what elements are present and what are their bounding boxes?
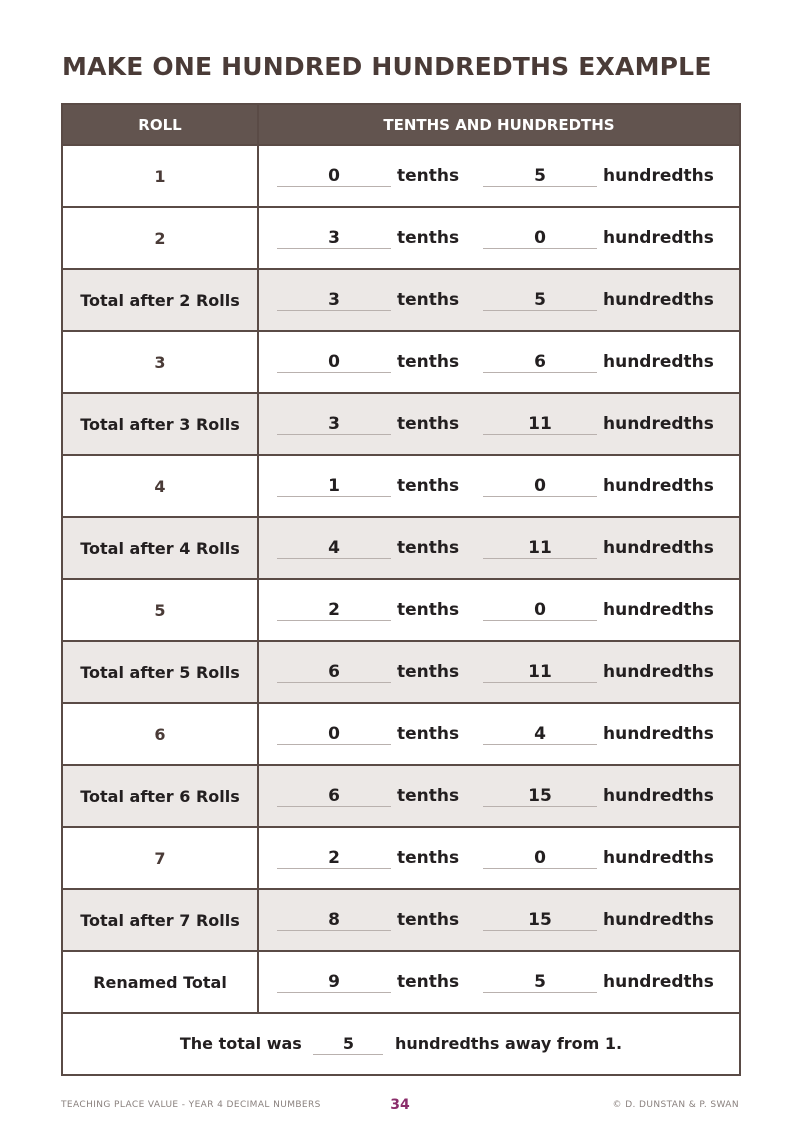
hundredths-unit: hundredths xyxy=(603,352,714,372)
summary-cell xyxy=(62,1013,740,1075)
roll-row xyxy=(62,951,740,1013)
roll-row xyxy=(62,207,740,269)
summary-suffix: hundredths away from 1. xyxy=(394,1033,623,1053)
values-cell xyxy=(258,641,740,703)
hundredths-value: 0 xyxy=(483,228,597,249)
tenths-value: 9 xyxy=(277,972,391,993)
footer-left: TEACHING PLACE VALUE - YEAR 4 DECIMAL NUMBERS xyxy=(61,1100,321,1110)
total-row xyxy=(62,393,740,455)
tenths-value: 1 xyxy=(277,476,391,497)
roll-label: Total after 5 Rolls xyxy=(62,641,258,703)
tenths-value: 3 xyxy=(277,290,391,311)
summary-row xyxy=(62,1013,740,1075)
values-cell xyxy=(258,207,740,269)
hundredths-unit: hundredths xyxy=(603,972,714,992)
tenths-unit: tenths xyxy=(397,972,460,992)
table-header-row xyxy=(62,104,740,145)
total-row xyxy=(62,765,740,827)
tenths-unit: tenths xyxy=(397,662,460,682)
roll-label: 6 xyxy=(62,703,258,765)
hundredths-unit: hundredths xyxy=(603,166,714,186)
hundredths-value: 11 xyxy=(483,414,597,435)
tenths-unit: tenths xyxy=(397,352,460,372)
values-cell xyxy=(258,393,740,455)
hundredths-value: 5 xyxy=(483,290,597,311)
hundredths-value: 15 xyxy=(483,786,597,807)
tenths-value: 0 xyxy=(277,352,391,373)
roll-label: Total after 3 Rolls xyxy=(62,393,258,455)
summary-value: 5 xyxy=(313,1034,383,1055)
values-cell xyxy=(258,269,740,331)
tenths-value: 3 xyxy=(277,414,391,435)
tenths-value: 8 xyxy=(277,910,391,931)
hundredths-unit: hundredths xyxy=(603,662,714,682)
tenths-unit: tenths xyxy=(397,786,460,806)
roll-label: 1 xyxy=(62,145,258,207)
hundredths-unit: hundredths xyxy=(603,848,714,868)
tenths-value: 4 xyxy=(277,538,391,559)
tenths-unit: tenths xyxy=(397,848,460,868)
hundredths-unit: hundredths xyxy=(603,910,714,930)
tenths-value: 6 xyxy=(277,662,391,683)
hundredths-unit: hundredths xyxy=(603,414,714,434)
hundredths-value: 0 xyxy=(483,600,597,621)
hundredths-unit: hundredths xyxy=(603,600,714,620)
values-cell xyxy=(258,331,740,393)
roll-label: Renamed Total xyxy=(62,951,258,1013)
values-cell xyxy=(258,765,740,827)
values-cell xyxy=(258,145,740,207)
roll-label: Total after 6 Rolls xyxy=(62,765,258,827)
roll-row xyxy=(62,331,740,393)
tenths-unit: tenths xyxy=(397,724,460,744)
tenths-unit: tenths xyxy=(397,600,460,620)
hundredths-value: 6 xyxy=(483,352,597,373)
hundredths-value: 4 xyxy=(483,724,597,745)
hundredths-value: 5 xyxy=(483,972,597,993)
hundredths-unit: hundredths xyxy=(603,786,714,806)
total-row xyxy=(62,517,740,579)
page-number: 34 xyxy=(390,1097,410,1113)
page-title: MAKE ONE HUNDRED HUNDREDTHS EXAMPLE xyxy=(62,52,712,81)
tenths-value: 6 xyxy=(277,786,391,807)
tenths-value: 2 xyxy=(277,600,391,621)
values-cell xyxy=(258,951,740,1013)
header-tenths-hundredths: TENTHS AND HUNDREDTHS xyxy=(258,104,740,145)
summary-prefix: The total was xyxy=(179,1033,302,1053)
values-cell xyxy=(258,889,740,951)
hundredths-value: 15 xyxy=(483,910,597,931)
hundredths-unit: hundredths xyxy=(603,476,714,496)
values-cell xyxy=(258,455,740,517)
roll-row xyxy=(62,455,740,517)
total-row xyxy=(62,889,740,951)
tenths-value: 2 xyxy=(277,848,391,869)
tenths-value: 3 xyxy=(277,228,391,249)
roll-label: 4 xyxy=(62,455,258,517)
hundredths-unit: hundredths xyxy=(603,724,714,744)
rolls-table xyxy=(61,103,741,1076)
table-body xyxy=(62,145,740,1013)
tenths-unit: tenths xyxy=(397,228,460,248)
hundredths-value: 11 xyxy=(483,662,597,683)
roll-row xyxy=(62,827,740,889)
roll-label: Total after 2 Rolls xyxy=(62,269,258,331)
roll-label: Total after 7 Rolls xyxy=(62,889,258,951)
values-cell xyxy=(258,703,740,765)
tenths-unit: tenths xyxy=(397,538,460,558)
total-row xyxy=(62,641,740,703)
tenths-value: 0 xyxy=(277,724,391,745)
hundredths-unit: hundredths xyxy=(603,538,714,558)
hundredths-unit: hundredths xyxy=(603,290,714,310)
tenths-unit: tenths xyxy=(397,290,460,310)
tenths-unit: tenths xyxy=(397,414,460,434)
values-cell xyxy=(258,579,740,641)
values-cell xyxy=(258,827,740,889)
hundredths-value: 0 xyxy=(483,476,597,497)
roll-row xyxy=(62,145,740,207)
roll-label: Total after 4 Rolls xyxy=(62,517,258,579)
footer-right: © D. DUNSTAN & P. SWAN xyxy=(612,1100,739,1110)
hundredths-value: 11 xyxy=(483,538,597,559)
header-roll: ROLL xyxy=(62,104,258,145)
values-cell xyxy=(258,517,740,579)
tenths-unit: tenths xyxy=(397,166,460,186)
total-row xyxy=(62,269,740,331)
roll-label: 3 xyxy=(62,331,258,393)
hundredths-unit: hundredths xyxy=(603,228,714,248)
tenths-unit: tenths xyxy=(397,910,460,930)
roll-label: 2 xyxy=(62,207,258,269)
tenths-unit: tenths xyxy=(397,476,460,496)
roll-label: 7 xyxy=(62,827,258,889)
hundredths-value: 5 xyxy=(483,166,597,187)
roll-row xyxy=(62,579,740,641)
roll-label: 5 xyxy=(62,579,258,641)
tenths-value: 0 xyxy=(277,166,391,187)
roll-row xyxy=(62,703,740,765)
hundredths-value: 0 xyxy=(483,848,597,869)
